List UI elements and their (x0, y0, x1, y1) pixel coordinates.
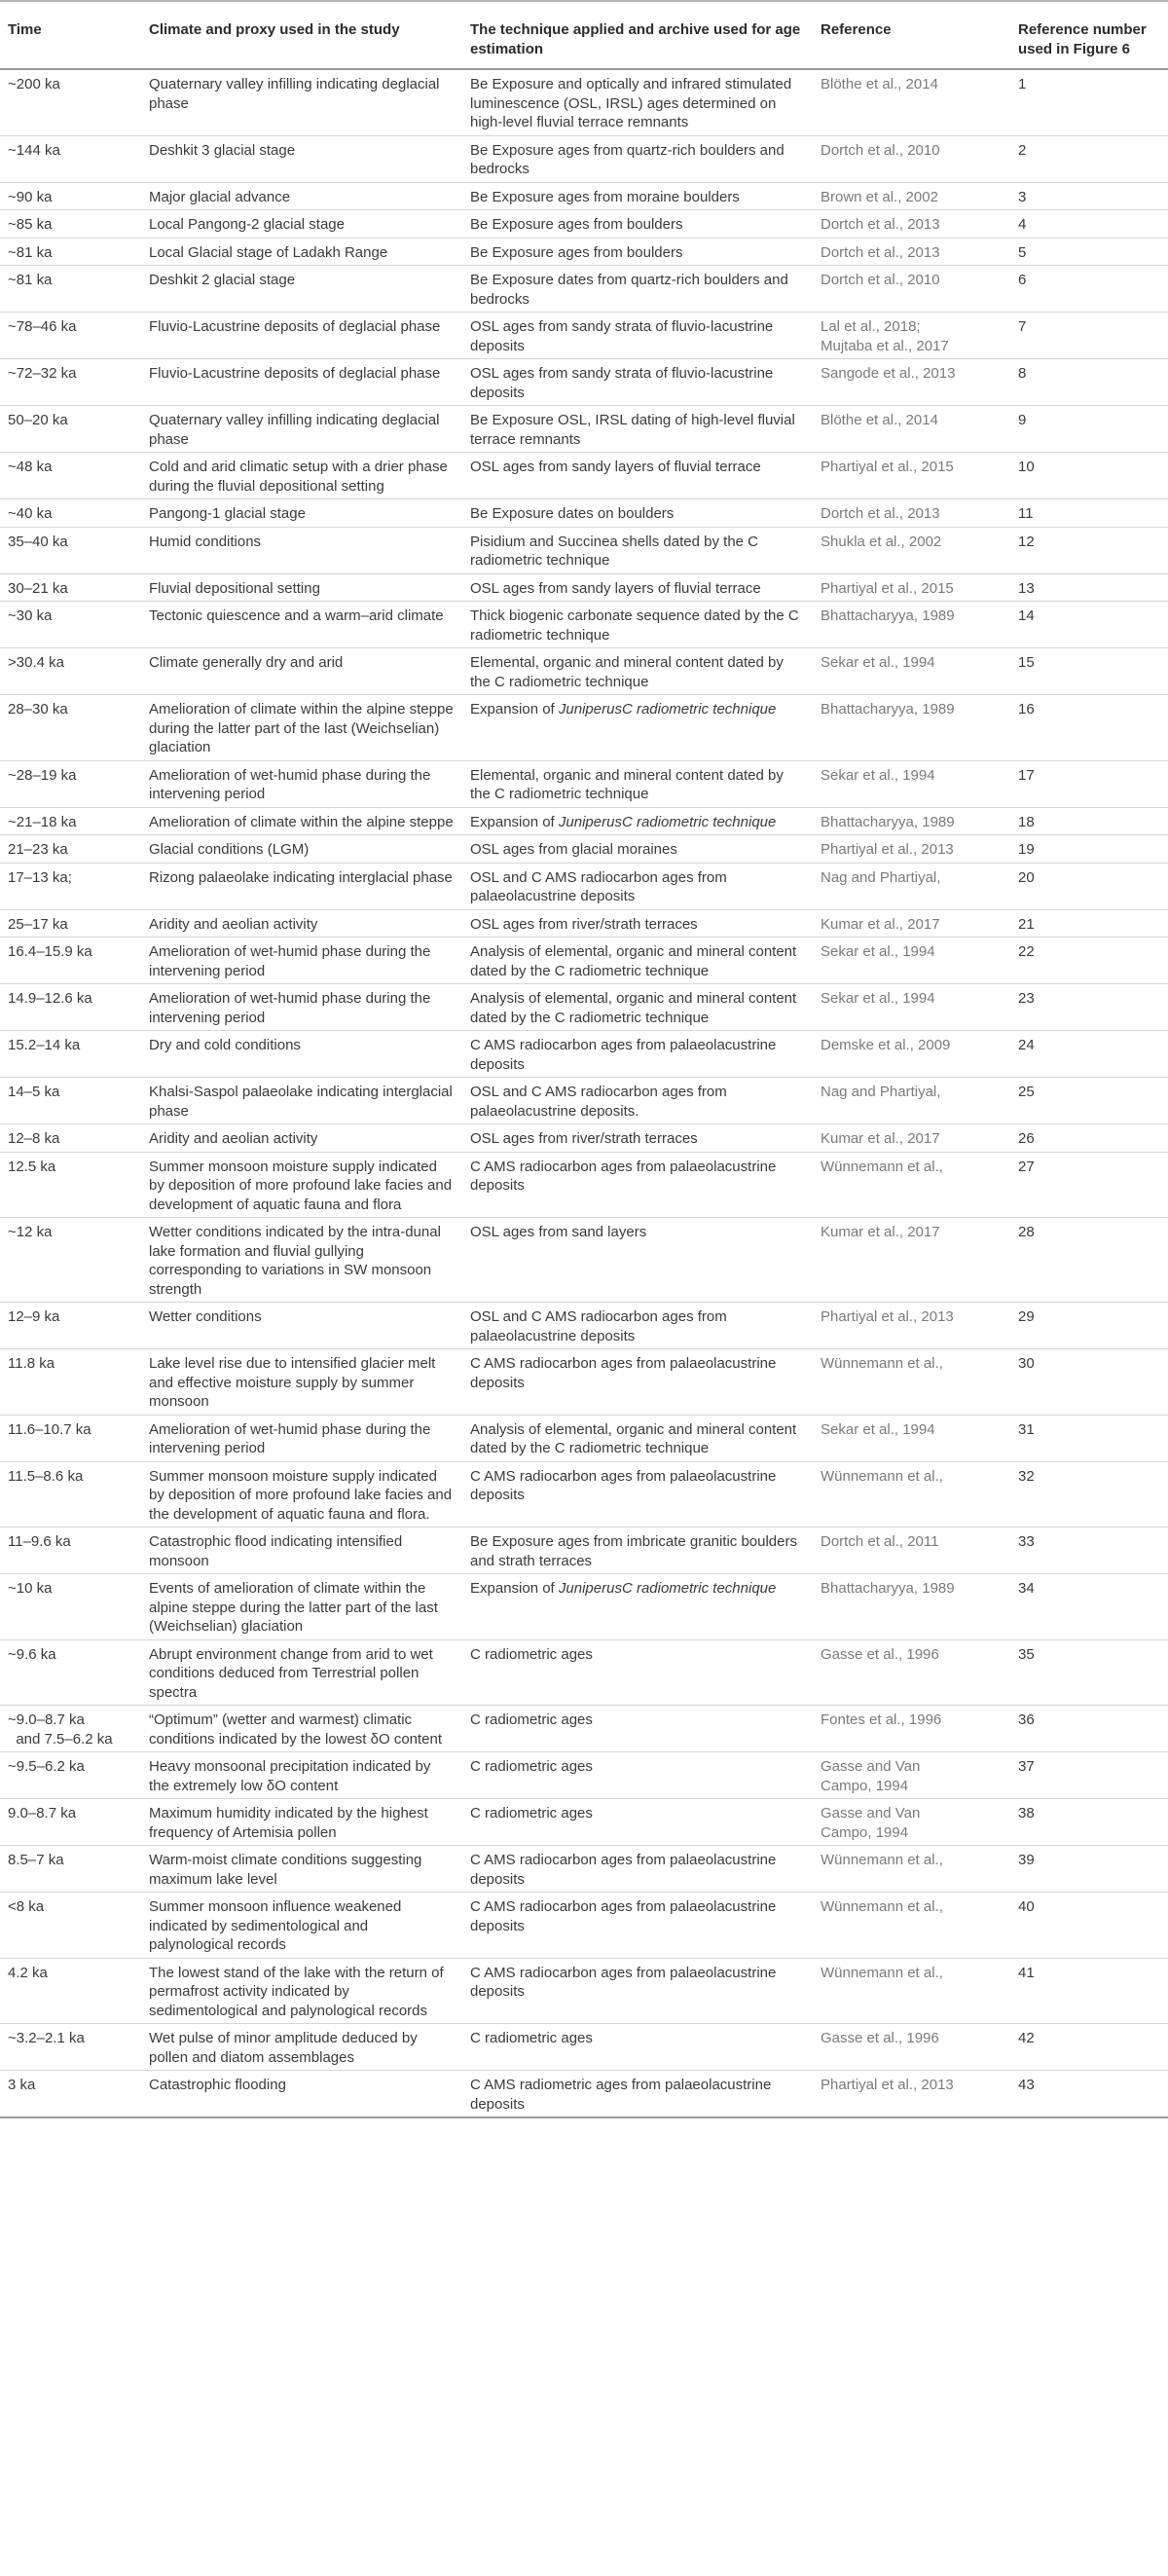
table-row (0, 835, 1168, 864)
technique-cell: C radiometric ages (462, 1639, 813, 1706)
climate-cell: Amelioration of wet-humid phase during the intervening period (141, 1415, 462, 1461)
header-row (0, 1, 1168, 69)
technique-cell: OSL ages from sand layers (462, 1218, 813, 1303)
reference-cell: Bhattacharyya, 1989 (813, 807, 1010, 835)
technique-cell: C radiometric ages (462, 2024, 813, 2071)
table-row (0, 1349, 1168, 1416)
climate-cell: Deshkit 2 glacial stage (141, 266, 462, 313)
time-cell: 17–13 ka; (0, 863, 141, 909)
technique-cell: Be Exposure ages from boulders (462, 238, 813, 266)
time-cell: 50–20 ka (0, 406, 141, 453)
reference-cell: Shukla et al., 2002 (813, 527, 1010, 573)
reference-cell: Blöthe et al., 2014 (813, 69, 1010, 135)
technique-cell: Elemental, organic and mineral content dated by the C radiometric technique (462, 760, 813, 807)
table-row (0, 695, 1168, 761)
reference-number-cell: 1 (1010, 69, 1168, 135)
climate-cell: Aridity and aeolian activity (141, 909, 462, 938)
table-row (0, 760, 1168, 807)
reference-cell: Bhattacharyya, 1989 (813, 695, 1010, 761)
technique-cell: Analysis of elemental, organic and mineral content dated by the C radiometric technique (462, 1415, 813, 1461)
time-cell: ~9.6 ka (0, 1639, 141, 1706)
time-cell: 9.0–8.7 ka (0, 1799, 141, 1846)
table-row (0, 406, 1168, 453)
reference-number-cell: 29 (1010, 1303, 1168, 1349)
climate-cell: Summer monsoon influence weakened indicated by sedimentological and palynological records (141, 1893, 462, 1959)
reference-number-cell: 40 (1010, 1893, 1168, 1959)
reference-cell: Phartiyal et al., 2013 (813, 2071, 1010, 2118)
technique-cell: OSL ages from sandy layers of fluvial terrace (462, 453, 813, 499)
reference-number-cell: 7 (1010, 313, 1168, 359)
reference-cell: Dortch et al., 2013 (813, 238, 1010, 266)
reference-number-cell: 8 (1010, 359, 1168, 406)
time-cell: 12–9 ka (0, 1303, 141, 1349)
reference-number-cell: 34 (1010, 1574, 1168, 1640)
time-cell: 3 ka (0, 2071, 141, 2118)
climate-cell: Fluvial depositional setting (141, 573, 462, 602)
technique-cell: C radiometric ages (462, 1752, 813, 1799)
reference-cell: Wünnemann et al., (813, 1846, 1010, 1893)
technique-cell: C AMS radiocarbon ages from palaeolacustrine deposits (462, 1958, 813, 2024)
climate-cell: Amelioration of wet-humid phase during the intervening period (141, 760, 462, 807)
reference-number-cell: 5 (1010, 238, 1168, 266)
climate-cell: Rizong palaeolake indicating interglacial phase (141, 863, 462, 909)
reference-number-cell: 15 (1010, 648, 1168, 695)
reference-cell: Kumar et al., 2017 (813, 1218, 1010, 1303)
table-row (0, 1031, 1168, 1078)
reference-cell: Dortch et al., 2010 (813, 266, 1010, 313)
climate-cell: Major glacial advance (141, 182, 462, 210)
table-row (0, 984, 1168, 1031)
reference-cell: Phartiyal et al., 2015 (813, 573, 1010, 602)
climate-cell: Humid conditions (141, 527, 462, 573)
reference-number-cell: 38 (1010, 1799, 1168, 1846)
time-cell: ~200 ka (0, 69, 141, 135)
time-cell: ~144 ka (0, 135, 141, 182)
technique-cell: OSL ages from river/strath terraces (462, 1124, 813, 1153)
table-row (0, 1527, 1168, 1574)
table-row (0, 1639, 1168, 1706)
technique-cell: OSL ages from sandy layers of fluvial terrace (462, 573, 813, 602)
climate-cell: Fluvio-Lacustrine deposits of deglacial phase (141, 313, 462, 359)
technique-cell: Be Exposure OSL, IRSL dating of high-level fluvial terrace remnants (462, 406, 813, 453)
climate-cell: “Optimum” (wetter and warmest) climatic conditions indicated by the lowest δO content (141, 1706, 462, 1752)
climate-cell: Quaternary valley infilling indicating deglacial phase (141, 69, 462, 135)
technique-cell: Be Exposure dates from quartz-rich boulders and bedrocks (462, 266, 813, 313)
table-row (0, 527, 1168, 573)
reference-number-cell: 26 (1010, 1124, 1168, 1153)
reference-number-cell: 17 (1010, 760, 1168, 807)
technique-cell: C radiometric ages (462, 1799, 813, 1846)
climate-cell: The lowest stand of the lake with the return of permafrost activity indicated by sedimentological and palynological records (141, 1958, 462, 2024)
time-cell: 4.2 ka (0, 1958, 141, 2024)
reference-number-cell: 27 (1010, 1152, 1168, 1218)
technique-cell: Expansion of JuniperusC radiometric technique (462, 807, 813, 835)
reference-cell: Blöthe et al., 2014 (813, 406, 1010, 453)
reference-cell: Dortch et al., 2010 (813, 135, 1010, 182)
time-cell: 35–40 ka (0, 527, 141, 573)
table-row (0, 1078, 1168, 1124)
technique-cell: OSL and C AMS radiocarbon ages from palaeolacustrine deposits. (462, 1078, 813, 1124)
time-cell: ~10 ka (0, 1574, 141, 1640)
reference-cell: Brown et al., 2002 (813, 182, 1010, 210)
reference-cell: Sekar et al., 1994 (813, 984, 1010, 1031)
technique-cell: Be Exposure ages from moraine boulders (462, 182, 813, 210)
technique-cell: OSL ages from river/strath terraces (462, 909, 813, 938)
reference-number-cell: 12 (1010, 527, 1168, 573)
technique-cell: C AMS radiocarbon ages from palaeolacustrine deposits (462, 1846, 813, 1893)
climate-cell: Dry and cold conditions (141, 1031, 462, 1078)
table-row (0, 2071, 1168, 2118)
table-row (0, 135, 1168, 182)
reference-cell: Kumar et al., 2017 (813, 1124, 1010, 1153)
time-cell: 12–8 ka (0, 1124, 141, 1153)
reference-cell: Bhattacharyya, 1989 (813, 1574, 1010, 1640)
reference-cell: Sekar et al., 1994 (813, 648, 1010, 695)
reference-number-cell: 9 (1010, 406, 1168, 453)
technique-cell: Be Exposure dates on boulders (462, 499, 813, 528)
climate-cell: Warm-moist climate conditions suggesting maximum lake level (141, 1846, 462, 1893)
climate-cell: Local Pangong-2 glacial stage (141, 210, 462, 239)
table-row (0, 938, 1168, 984)
reference-number-cell: 33 (1010, 1527, 1168, 1574)
table-row (0, 1461, 1168, 1527)
reference-number-cell: 16 (1010, 695, 1168, 761)
time-cell: ~81 ka (0, 266, 141, 313)
reference-cell: Wünnemann et al., (813, 1461, 1010, 1527)
time-cell: 14–5 ka (0, 1078, 141, 1124)
reference-cell: Sangode et al., 2013 (813, 359, 1010, 406)
time-cell: ~12 ka (0, 1218, 141, 1303)
table-row (0, 863, 1168, 909)
climate-cell: Amelioration of climate within the alpine steppe (141, 807, 462, 835)
table-row (0, 210, 1168, 239)
reference-number-cell: 22 (1010, 938, 1168, 984)
reference-cell: Phartiyal et al., 2015 (813, 453, 1010, 499)
table-row (0, 238, 1168, 266)
header-technique: The technique applied and archive used for age estimation (462, 1, 813, 69)
climate-cell: Amelioration of wet-humid phase during the intervening period (141, 984, 462, 1031)
table-row (0, 1752, 1168, 1799)
technique-cell: OSL and C AMS radiocarbon ages from palaeolacustrine deposits (462, 1303, 813, 1349)
header-reference: Reference (813, 1, 1010, 69)
table-row (0, 1152, 1168, 1218)
reference-number-cell: 42 (1010, 2024, 1168, 2071)
reference-number-cell: 39 (1010, 1846, 1168, 1893)
header-climate: Climate and proxy used in the study (141, 1, 462, 69)
technique-cell: Be Exposure and optically and infrared stimulated luminescence (OSL, IRSL) ages determined on high-level fluvial terrace remnants (462, 69, 813, 135)
climate-cell: Glacial conditions (LGM) (141, 835, 462, 864)
reference-cell: Gasse and Van Campo, 1994 (813, 1799, 1010, 1846)
reference-number-cell: 35 (1010, 1639, 1168, 1706)
time-cell: ~90 ka (0, 182, 141, 210)
table-row (0, 1706, 1168, 1752)
reference-cell: Sekar et al., 1994 (813, 760, 1010, 807)
technique-cell: Analysis of elemental, organic and mineral content dated by the C radiometric technique (462, 938, 813, 984)
time-cell: 14.9–12.6 ka (0, 984, 141, 1031)
climate-cell: Heavy monsoonal precipitation indicated by the extremely low δO content (141, 1752, 462, 1799)
technique-cell: Expansion of JuniperusC radiometric technique (462, 695, 813, 761)
time-cell: 11.8 ka (0, 1349, 141, 1416)
reference-number-cell: 21 (1010, 909, 1168, 938)
header-time: Time (0, 1, 141, 69)
time-cell: ~21–18 ka (0, 807, 141, 835)
reference-cell: Lal et al., 2018; Mujtaba et al., 2017 (813, 313, 1010, 359)
reference-number-cell: 37 (1010, 1752, 1168, 1799)
reference-number-cell: 24 (1010, 1031, 1168, 1078)
time-cell: ~78–46 ka (0, 313, 141, 359)
reference-cell: Sekar et al., 1994 (813, 938, 1010, 984)
reference-cell: Dortch et al., 2013 (813, 210, 1010, 239)
header-reference-number: Reference number used in Figure 6 (1010, 1, 1168, 69)
climate-cell: Local Glacial stage of Ladakh Range (141, 238, 462, 266)
table-row (0, 2024, 1168, 2071)
reference-number-cell: 4 (1010, 210, 1168, 239)
table-row (0, 313, 1168, 359)
climate-cell: Deshkit 3 glacial stage (141, 135, 462, 182)
reference-cell: Phartiyal et al., 2013 (813, 1303, 1010, 1349)
technique-cell: C AMS radiometric ages from palaeolacustrine deposits (462, 2071, 813, 2118)
table-row (0, 1415, 1168, 1461)
technique-cell: C AMS radiocarbon ages from palaeolacustrine deposits (462, 1031, 813, 1078)
table-row (0, 1303, 1168, 1349)
reference-cell: Gasse et al., 1996 (813, 2024, 1010, 2071)
climate-cell: Catastrophic flooding (141, 2071, 462, 2118)
reference-number-cell: 31 (1010, 1415, 1168, 1461)
climate-cell: Fluvio-Lacustrine deposits of deglacial phase (141, 359, 462, 406)
time-cell: >30.4 ka (0, 648, 141, 695)
reference-cell: Fontes et al., 1996 (813, 1706, 1010, 1752)
technique-cell: Be Exposure ages from quartz-rich boulders and bedrocks (462, 135, 813, 182)
reference-cell: Kumar et al., 2017 (813, 909, 1010, 938)
reference-number-cell: 19 (1010, 835, 1168, 864)
reference-number-cell: 10 (1010, 453, 1168, 499)
climate-cell: Wetter conditions (141, 1303, 462, 1349)
technique-cell: Analysis of elemental, organic and mineral content dated by the C radiometric technique (462, 984, 813, 1031)
technique-cell: OSL ages from sandy strata of fluvio-lacustrine deposits (462, 313, 813, 359)
climate-cell: Aridity and aeolian activity (141, 1124, 462, 1153)
time-cell: 16.4–15.9 ka (0, 938, 141, 984)
time-cell: 25–17 ka (0, 909, 141, 938)
reference-cell: Phartiyal et al., 2013 (813, 835, 1010, 864)
climate-cell: Wetter conditions indicated by the intra-dunal lake formation and fluvial gullying corresponding to variations in SW monsoon strength (141, 1218, 462, 1303)
reference-cell: Nag and Phartiyal, (813, 863, 1010, 909)
reference-cell: Wünnemann et al., (813, 1958, 1010, 2024)
reference-number-cell: 25 (1010, 1078, 1168, 1124)
reference-number-cell: 28 (1010, 1218, 1168, 1303)
climate-cell: Summer monsoon moisture supply indicated by deposition of more profound lake facies and the development of aquatic fauna and flora. (141, 1461, 462, 1527)
table-row (0, 1799, 1168, 1846)
reference-cell: Wünnemann et al., (813, 1152, 1010, 1218)
climate-cell: Pangong-1 glacial stage (141, 499, 462, 528)
time-cell: 11.6–10.7 ka (0, 1415, 141, 1461)
technique-cell: Expansion of JuniperusC radiometric technique (462, 1574, 813, 1640)
climate-cell: Wet pulse of minor amplitude deduced by pollen and diatom assemblages (141, 2024, 462, 2071)
table-row (0, 807, 1168, 835)
climate-cell: Khalsi-Saspol palaeolake indicating interglacial phase (141, 1078, 462, 1124)
table-row (0, 1218, 1168, 1303)
climate-cell: Lake level rise due to intensified glacier melt and effective moisture supply by summer monsoon (141, 1349, 462, 1416)
table-body (0, 69, 1168, 2117)
reference-cell: Gasse et al., 1996 (813, 1639, 1010, 1706)
climate-cell: Amelioration of wet-humid phase during the intervening period (141, 938, 462, 984)
technique-cell: Pisidium and Succinea shells dated by the C radiometric technique (462, 527, 813, 573)
reference-cell: Gasse and Van Campo, 1994 (813, 1752, 1010, 1799)
technique-cell: Thick biogenic carbonate sequence dated by the C radiometric technique (462, 602, 813, 648)
time-cell: ~40 ka (0, 499, 141, 528)
time-cell: 8.5–7 ka (0, 1846, 141, 1893)
reference-number-cell: 2 (1010, 135, 1168, 182)
table-row (0, 453, 1168, 499)
technique-cell: OSL and C AMS radiocarbon ages from palaeolacustrine deposits (462, 863, 813, 909)
climate-cell: Amelioration of climate within the alpine steppe during the latter part of the last (Weichselian) glaciation (141, 695, 462, 761)
reference-number-cell: 18 (1010, 807, 1168, 835)
climate-cell: Summer monsoon moisture supply indicated by deposition of more profound lake facies and development of aquatic fauna and flora (141, 1152, 462, 1218)
climate-cell: Events of amelioration of climate within the alpine steppe during the latter part of the last (Weichselian) glaciation (141, 1574, 462, 1640)
climate-cell: Catastrophic flood indicating intensified monsoon (141, 1527, 462, 1574)
climate-cell: Tectonic quiescence and a warm–arid climate (141, 602, 462, 648)
reference-cell: Sekar et al., 1994 (813, 1415, 1010, 1461)
technique-cell: Be Exposure ages from boulders (462, 210, 813, 239)
technique-cell: C radiometric ages (462, 1706, 813, 1752)
table-row (0, 1958, 1168, 2024)
table-row (0, 499, 1168, 528)
reference-number-cell: 41 (1010, 1958, 1168, 2024)
reference-cell: Dortch et al., 2013 (813, 499, 1010, 528)
time-cell: <8 ka (0, 1893, 141, 1959)
table-row (0, 1846, 1168, 1893)
reference-cell: Demske et al., 2009 (813, 1031, 1010, 1078)
reference-cell: Wünnemann et al., (813, 1893, 1010, 1959)
reference-number-cell: 32 (1010, 1461, 1168, 1527)
table-row (0, 573, 1168, 602)
reference-number-cell: 20 (1010, 863, 1168, 909)
time-cell: 11–9.6 ka (0, 1527, 141, 1574)
technique-cell: C AMS radiocarbon ages from palaeolacustrine deposits (462, 1349, 813, 1416)
time-cell: ~3.2–2.1 ka (0, 2024, 141, 2071)
technique-cell: Elemental, organic and mineral content dated by the C radiometric technique (462, 648, 813, 695)
table-row (0, 1124, 1168, 1153)
time-cell: 21–23 ka (0, 835, 141, 864)
reference-number-cell: 3 (1010, 182, 1168, 210)
time-cell: ~85 ka (0, 210, 141, 239)
technique-cell: C AMS radiocarbon ages from palaeolacustrine deposits (462, 1152, 813, 1218)
reference-number-cell: 30 (1010, 1349, 1168, 1416)
table-row (0, 648, 1168, 695)
table-row (0, 266, 1168, 313)
reference-number-cell: 36 (1010, 1706, 1168, 1752)
reference-number-cell: 11 (1010, 499, 1168, 528)
climate-cell: Climate generally dry and arid (141, 648, 462, 695)
table-row (0, 909, 1168, 938)
reference-number-cell: 43 (1010, 2071, 1168, 2118)
climate-cell: Cold and arid climatic setup with a drier phase during the fluvial depositional setting (141, 453, 462, 499)
reference-number-cell: 23 (1010, 984, 1168, 1031)
reference-cell: Bhattacharyya, 1989 (813, 602, 1010, 648)
climate-cell: Maximum humidity indicated by the highest frequency of Artemisia pollen (141, 1799, 462, 1846)
reference-number-cell: 14 (1010, 602, 1168, 648)
technique-cell: C AMS radiocarbon ages from palaeolacustrine deposits (462, 1893, 813, 1959)
climate-cell: Quaternary valley infilling indicating deglacial phase (141, 406, 462, 453)
time-cell: ~9.5–6.2 ka (0, 1752, 141, 1799)
technique-cell: OSL ages from glacial moraines (462, 835, 813, 864)
time-cell: ~48 ka (0, 453, 141, 499)
time-cell: 30–21 ka (0, 573, 141, 602)
table-row (0, 1574, 1168, 1640)
time-cell: ~9.0–8.7 ka and 7.5–6.2 ka (0, 1706, 141, 1752)
reference-cell: Nag and Phartiyal, (813, 1078, 1010, 1124)
time-cell: ~81 ka (0, 238, 141, 266)
time-cell: 12.5 ka (0, 1152, 141, 1218)
table-header (0, 1, 1168, 69)
time-cell: ~72–32 ka (0, 359, 141, 406)
reference-cell: Dortch et al., 2011 (813, 1527, 1010, 1574)
climate-cell: Abrupt environment change from arid to wet conditions deduced from Terrestrial pollen spectra (141, 1639, 462, 1706)
technique-cell: OSL ages from sandy strata of fluvio-lacustrine deposits (462, 359, 813, 406)
table-row (0, 602, 1168, 648)
table-row (0, 359, 1168, 406)
time-cell: 11.5–8.6 ka (0, 1461, 141, 1527)
time-cell: ~30 ka (0, 602, 141, 648)
reference-number-cell: 13 (1010, 573, 1168, 602)
table-row (0, 182, 1168, 210)
reference-cell: Wünnemann et al., (813, 1349, 1010, 1416)
technique-cell: C AMS radiocarbon ages from palaeolacustrine deposits (462, 1461, 813, 1527)
time-cell: 15.2–14 ka (0, 1031, 141, 1078)
reference-number-cell: 6 (1010, 266, 1168, 313)
table-row (0, 1893, 1168, 1959)
technique-cell: Be Exposure ages from imbricate granitic boulders and strath terraces (462, 1527, 813, 1574)
time-cell: 28–30 ka (0, 695, 141, 761)
table-row (0, 69, 1168, 135)
time-cell: ~28–19 ka (0, 760, 141, 807)
